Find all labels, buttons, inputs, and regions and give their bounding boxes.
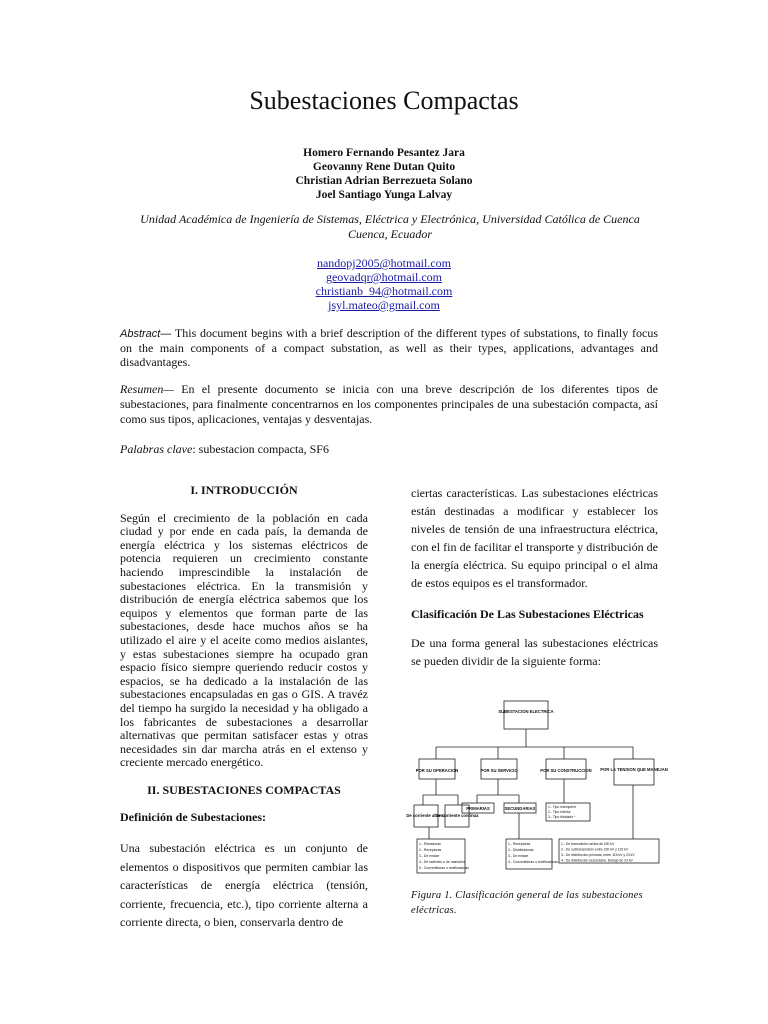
resumen-lead: Resumen— <box>120 382 174 396</box>
email-list <box>0 256 768 312</box>
affiliation <box>120 212 660 242</box>
list-item: 2.- De subtransmisión entre 230 kV y 115 kV <box>561 847 629 852</box>
label-primarias: PRIMARIAS <box>466 806 490 811</box>
continuation-paragraph: ciertas características. Las subestaciones eléctricas están destinadas a modificar y establecer los niveles de tensión de una infraestructura eléctrica, con el fin de facilitar el transporte y distribución de la energía eléctrica. Su equipo principal o el alma de estos equipos es el transformador. <box>411 486 658 590</box>
paper-title: Subestaciones Compactas <box>249 86 519 115</box>
email-link[interactable]: christianb_94@hotmail.com <box>315 284 453 298</box>
label-secundarias: SECUNDARIAS <box>504 806 536 811</box>
list-item: 3.- De distribución primaria, entre 115 kV y 23 kV <box>561 853 635 857</box>
label-corriente-alterna: De corriente alterna <box>406 813 446 818</box>
label-corriente-continua: De corriente continua <box>435 813 479 818</box>
cat-label-construccion: POR SU CONSTRUCCION <box>540 768 592 773</box>
subsection-heading-clasificacion: Clasificación De Las Subestaciones Eléctricas <box>411 607 644 621</box>
category-box-tension <box>614 759 654 785</box>
list-item: 3.- De enlace <box>508 854 529 858</box>
section-heading-intro: I. INTRODUCCIÓN <box>190 483 298 497</box>
cat-label-servicio: POR SU SERVICIO <box>480 768 518 773</box>
author-list <box>0 146 768 202</box>
list-item: 4.- De switcheo o de maniobra <box>419 860 465 864</box>
list-item: 5.- Convertidoras o rectificadoras <box>419 866 469 870</box>
author-name: Joel Santiago Yunga Lalvay <box>315 189 453 201</box>
abstract-text: This document begins with a brief description of the different types of substations, to finally focus on the main components of a compact substation, as well as their types, applications, advantages and disadvantages. <box>120 326 658 369</box>
list-item: 3.- De enlace <box>419 854 440 858</box>
list-item: 2.- Tipo interior <box>548 810 571 814</box>
resumen-text: En el presente documento se inicia con una breve descripción de los diferentes tipos de subestaciones, para finalmente concentrarnos en los componentes principales de una subestación compacta, así como sus tipos, aplicaciones, ventajas y desventajas. <box>120 382 658 426</box>
cat-label-tension: POR LA TENSION QUE MANEJAN <box>600 767 668 772</box>
author-name: Homero Fernando Pesantez Jara <box>303 147 465 159</box>
intro-paragraph: Según el crecimiento de la población en cada ciudad y por ende en cada país, la demanda de energía eléctrica y los sistemas eléctricos de potencia requieren un crecimiento constante haciendo imprescindible la instalación de subestaciones eléctrica. En la transmisión y distribución de energía eléctrica sabemos que los equipos y elementos que forman parte de las subestaciones, desde hace muchos años se ha utilizado el aire y el aceite como medios aislantes, y estas subestaciones siempre ha ocupado gran espacio físico siempre queriendo reducir costos y espacios, se ha dedicado a la instalación de las subestaciones encapsuladas en gas o GIS. A travéz del tiempo ha surgido la necesidad y ha obligado a los fabricantes de subestaciones a desarrollar alternativas que permitan satisfacer estas y otras necesidades sin dar marcha atrás en el extenso y creciente mercado energético. <box>120 510 368 770</box>
email-link[interactable]: geovadqr@hotmail.com <box>325 270 443 284</box>
definition-paragraph: Una subestación eléctrica es un conjunto de elementos o dispositivos que permiten cambiar las características de energía eléctrica (tensión, corriente, frecuencia, etc.), tipo corriente alterna a corriente directa, o bien, conservarla dentro de <box>120 841 368 930</box>
right-column <box>411 484 658 670</box>
keywords-text: : subestacion compacta, SF6 <box>192 442 329 456</box>
cat-label-operacion: POR SU OPERACION <box>415 768 459 773</box>
classification-diagram <box>406 697 668 875</box>
list-item: 2.- Receptoras <box>419 848 442 852</box>
list-item: 3.- Tipo blindado * <box>548 815 576 819</box>
affiliation-city: Cuenca, Ecuador <box>348 227 432 241</box>
abstract <box>120 326 658 369</box>
list-item: 4.- De distribución secundaria. Debajo de 23 kV <box>561 858 633 863</box>
section-heading-compactas: II. SUBESTACIONES COMPACTAS <box>147 782 341 797</box>
resumen <box>120 382 658 427</box>
keywords <box>120 442 658 457</box>
email-link[interactable]: jsyl.mateo@gmail.com <box>328 298 440 312</box>
list-item: 1.- De transmisión arriba de 230 kV <box>561 842 615 846</box>
list-item: 4.- Convertidoras o rectificadoras <box>508 860 558 864</box>
list-item: 2.- Distribuidoras <box>508 848 534 852</box>
root-label: SUBESTACION ELECTRICA <box>498 709 554 714</box>
email-link[interactable]: nandopj2005@hotmail.com <box>316 256 452 270</box>
author-name: Christian Adrian Berrezueta Solano <box>295 175 473 187</box>
abstract-lead: Abstract— <box>120 328 172 340</box>
list-item: 1.- Elevadoras <box>419 842 441 846</box>
author-name: Geovanny Rene Dutan Quito <box>312 161 456 173</box>
keywords-lead: Palabras clave <box>120 442 193 456</box>
diagram-svg <box>406 697 668 875</box>
list-item: 1.- Tipo intemperie <box>548 805 577 809</box>
list-item: 1.- Receptoras <box>508 842 531 846</box>
root-box <box>504 701 548 729</box>
subsection-heading-definicion: Definición de Subestaciones: <box>120 810 267 825</box>
left-column <box>120 484 368 932</box>
figure-caption: Figura 1. Clasificación general de las subestaciones eléctricas. <box>411 890 643 916</box>
classification-paragraph: De una forma general las subestaciones eléctricas se pueden dividir de la siguiente forma: <box>411 636 658 668</box>
affiliation-line: Unidad Académica de Ingeniería de Sistemas, Eléctrica y Electrónica, Universidad Católica de Cuenca <box>140 212 640 226</box>
